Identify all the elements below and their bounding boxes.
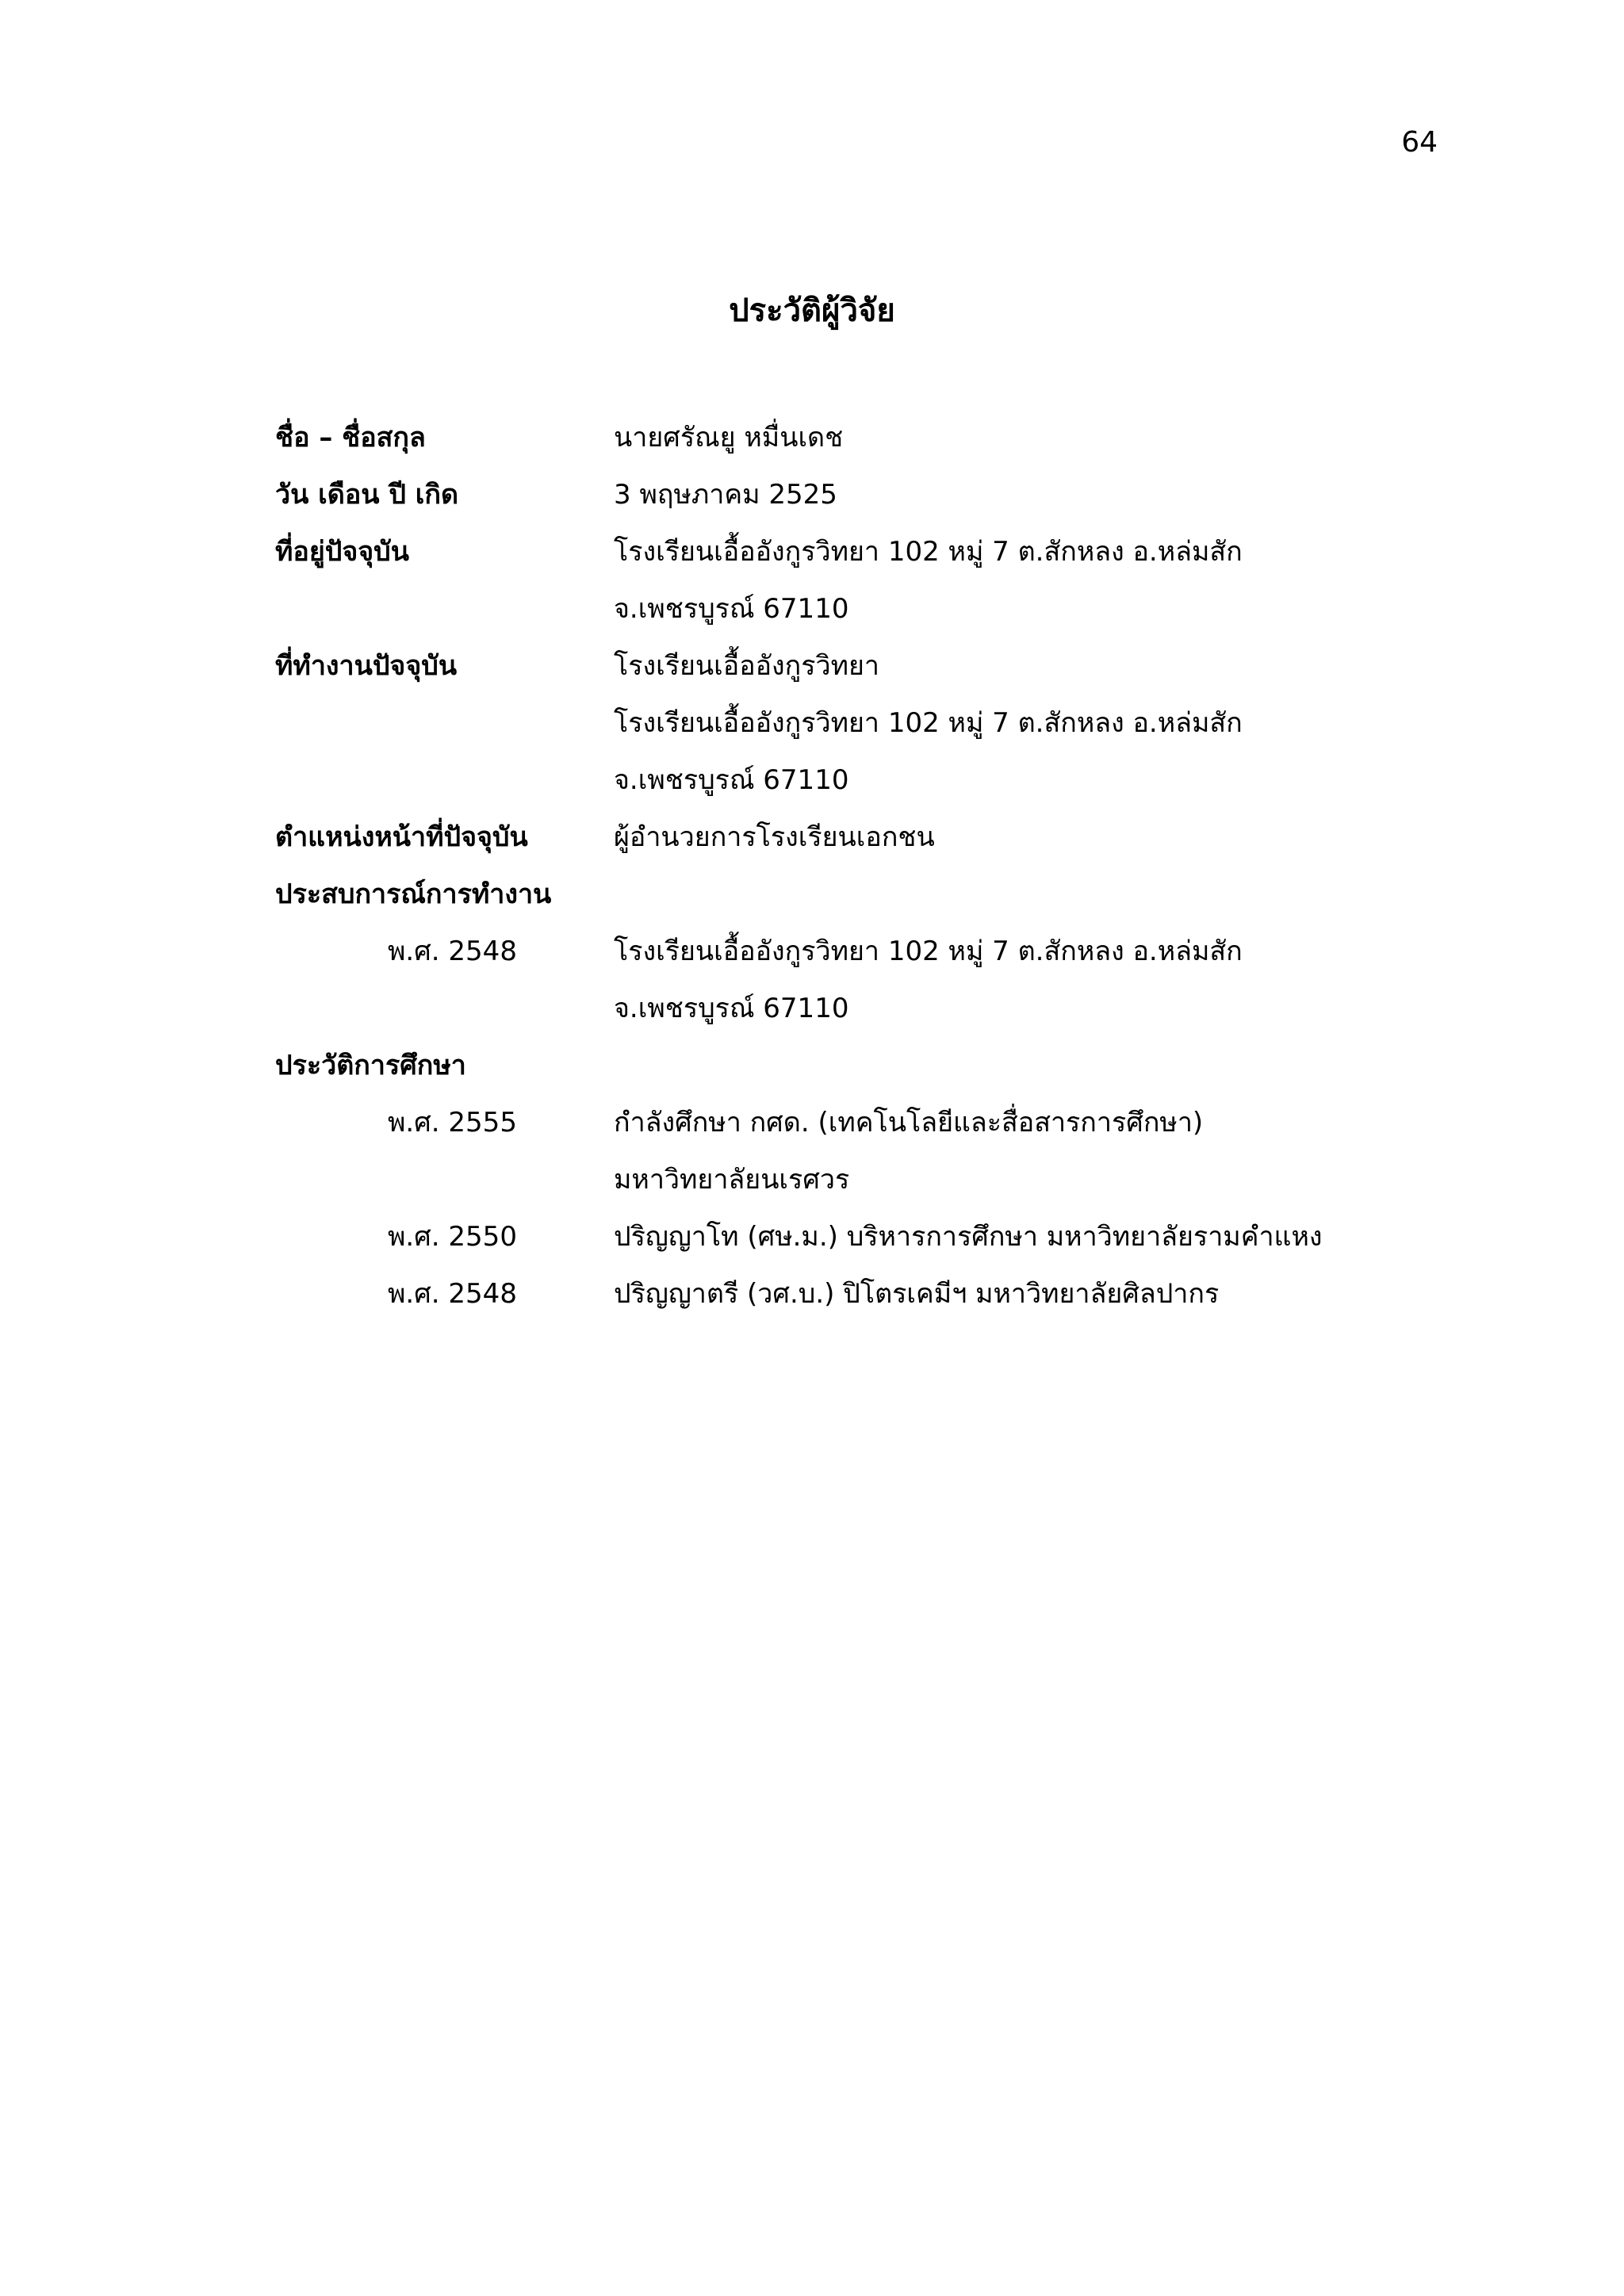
bio-field-value: จ.เพชรบูรณ์ 67110 <box>614 993 849 1024</box>
bio-row <box>275 1151 1433 1208</box>
bio-field-label: ตำแหน่งหน้าที่ปัจจุบัน <box>275 821 528 853</box>
bio-row <box>275 580 1433 637</box>
bio-row <box>275 866 1433 923</box>
page-title: ประวัติผู้วิจัย <box>729 293 895 329</box>
bio-row <box>275 466 1433 523</box>
bio-field-value: จ.เพชรบูรณ์ 67110 <box>614 764 849 796</box>
bio-row <box>275 923 1433 980</box>
bio-field-value: ปริญญาตรี (วศ.บ.) ปิโตรเคมีฯ มหาวิทยาลัยศิลปากร <box>614 1278 1220 1310</box>
bio-row <box>275 1208 1433 1265</box>
bio-field-value: 3 พฤษภาคม 2525 <box>614 479 837 511</box>
bio-row <box>275 752 1433 809</box>
page-number: 64 <box>1401 126 1438 159</box>
bio-field-label: ชื่อ – ชื่อสกุล <box>275 422 426 453</box>
bio-year-label: พ.ศ. 2548 <box>388 1278 517 1310</box>
bio-row <box>275 809 1433 866</box>
bio-row <box>275 1094 1433 1151</box>
bio-field-label: ประสบการณ์การทำงาน <box>275 878 552 910</box>
bio-row <box>275 695 1433 752</box>
bio-field-value: ผู้อำนวยการโรงเรียนเอกชน <box>614 821 935 853</box>
bio-year-label: พ.ศ. 2550 <box>388 1221 517 1253</box>
researcher-biography <box>275 409 1433 1322</box>
bio-year-label: พ.ศ. 2548 <box>388 936 517 967</box>
bio-field-value: นายศรัณยู หมื่นเดช <box>614 422 844 453</box>
bio-row <box>275 409 1433 466</box>
bio-field-label: วัน เดือน ปี เกิด <box>275 479 459 511</box>
bio-field-label: ที่อยู่ปัจจุบัน <box>275 536 410 568</box>
bio-field-value: มหาวิทยาลัยนเรศวร <box>614 1164 850 1196</box>
bio-field-value: โรงเรียนเอื้ออังกูรวิทยา 102 หมู่ 7 ต.สักหลง อ.หล่มสัก <box>614 707 1243 739</box>
bio-field-value: จ.เพชรบูรณ์ 67110 <box>614 593 849 625</box>
bio-field-value: โรงเรียนเอื้ออังกูรวิทยา 102 หมู่ 7 ต.สักหลง อ.หล่มสัก <box>614 936 1243 967</box>
bio-field-value: กำลังศึกษา กศด. (เทคโนโลยีและสื่อสารการศึกษา) <box>614 1107 1204 1138</box>
bio-field-label: ประวัติการศึกษา <box>275 1050 466 1081</box>
bio-row <box>275 1265 1433 1322</box>
bio-field-value: โรงเรียนเอื้ออังกูรวิทยา <box>614 650 880 682</box>
bio-field-value: โรงเรียนเอื้ออังกูรวิทยา 102 หมู่ 7 ต.สักหลง อ.หล่มสัก <box>614 536 1243 568</box>
bio-field-value: ปริญญาโท (ศษ.ม.) บริหารการศึกษา มหาวิทยาลัยรามคำแหง <box>614 1221 1323 1253</box>
bio-row <box>275 980 1433 1037</box>
bio-row <box>275 1037 1433 1094</box>
bio-year-label: พ.ศ. 2555 <box>388 1107 517 1138</box>
bio-row <box>275 637 1433 695</box>
bio-row <box>275 523 1433 580</box>
bio-field-label: ที่ทำงานปัจจุบัน <box>275 650 458 682</box>
